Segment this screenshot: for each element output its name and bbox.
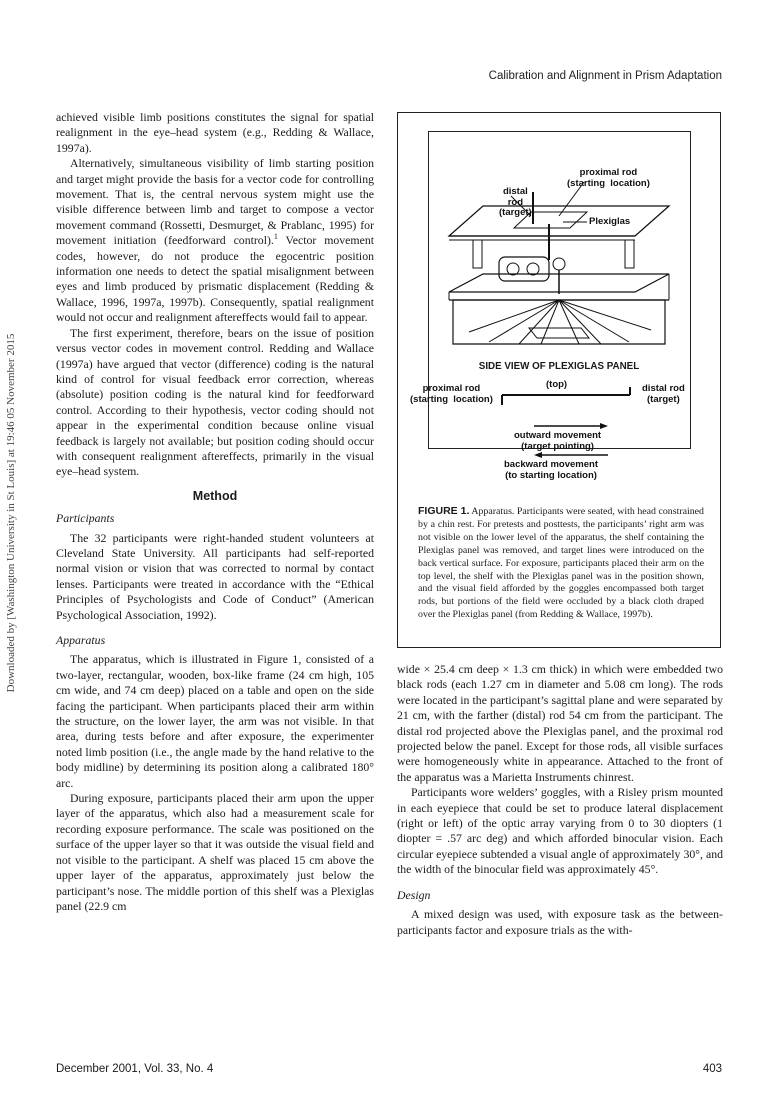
label-side-proximal: proximal rod (starting location) xyxy=(410,383,493,405)
subsection-heading-apparatus: Apparatus xyxy=(56,633,106,647)
label-proximal-rod: proximal rod (starting location) xyxy=(567,167,650,189)
label-backward-movement: backward movement (to starting location) xyxy=(504,459,598,481)
label-top: (top) xyxy=(546,379,568,390)
paragraph: The 32 participants were right-handed student volunteers at Cleveland State University. All participants had self-reported normal vision or vision that was corrected to normal by contact lenses. Participants were treated in accordance with the “Ethical Principles of Psychologists and Code of Conduct” (American Psychological Association, 1992). xyxy=(56,530,374,622)
left-column xyxy=(56,110,374,914)
label-distal-rod: distal rod (target) xyxy=(499,186,532,218)
paragraph-text: Vector movement codes, however, do not produce the egocentric position information one needs to detect the spatial misalignment between eyes and limb produced by prismatic displacement (Redding & Wallace, 1996, 1997a, 1997b). Consequently, spatial realignment would not occur and realignment aftereffects would fail to appear. xyxy=(56,233,374,325)
paragraph: Participants wore welders’ goggles, with a Risley prism mounted in each eyepiece that could be set to produce lateral displacement (right or left) of the optic array varying from 0 to 30 diopters (1 diopter = .57 arc deg) and which afforded binocular vision. Each circular eyepiece subtended a visual angle of approximately 30°, and the width of the binocular field was approximately 45°. xyxy=(397,785,723,877)
paragraph: The apparatus, which is illustrated in Figure 1, consisted of a two-layer, rectangular, wooden, box-like frame (24 cm high, 105 cm wide, and 74 cm deep) placed on a table and open on the side facing the participant. When participants placed their arm within the structure, on the lower layer, the arm was not visible. In that area, during tests before and after exposure, the experimenter noted limb position (i.e., the angle made by the hand relative to the body midline) by determining its position along a calibrated 180° arc. xyxy=(56,652,374,790)
label-side-distal: distal rod (target) xyxy=(642,383,685,405)
caption-label: FIGURE 1. xyxy=(418,505,470,517)
footnote-marker: 1 xyxy=(273,232,278,242)
subsection-heading-participants: Participants xyxy=(56,511,115,526)
running-head: Calibration and Alignment in Prism Adaptation xyxy=(488,70,722,82)
paragraph xyxy=(56,156,374,325)
paragraph: wide × 25.4 cm deep × 1.3 cm thick) in which were embedded two black rods (each 1.27 cm in diameter and 5.08 cm long). The rods were located in the participant’s sagittal plane and were separated by 21 cm, with the farther (distal) rod 54 cm from the participant. The distal rod projected above the Plexiglas panel, and the proximal rod projected below the panel. Except for those rods, all visible surfaces were homogeneously white in appearance. Attached to the front of the apparatus was a Marietta Instruments chinrest. xyxy=(397,662,723,784)
section-heading-method: Method xyxy=(192,488,238,503)
journal-footer: December 2001, Vol. 33, No. 4 xyxy=(56,1063,214,1075)
paragraph-text: Alternatively, simultaneous visibility of limb starting position and target might provide the basis for a vector code for controlling movement. That is, the central nervous system might use the visible difference between limb and target to compose a vector movement command (Rossetti, Desmurget, & Prablanc, 1995) for movement initiation (feedforward control). xyxy=(56,156,374,248)
label-plexiglas: Plexiglas xyxy=(589,216,631,227)
paragraph: A mixed design was used, with exposure task as the between-participants factor and exposure trials as the with- xyxy=(397,907,723,937)
figure-caption xyxy=(418,505,704,622)
paragraph: During exposure, participants placed their arm upon the upper layer of the apparatus, which also had a measurement scale for recording exposure performance. The scale was positioned on the surface of the upper layer so that it was outside the visual field and not visible to the participant. A shelf was placed 15 cm above the upper layer of the apparatus, approximately just below the participant’s nose. The middle portion of this shelf was a Plexiglas panel (22.9 cm xyxy=(56,791,374,913)
subsection-heading-design: Design xyxy=(397,887,431,902)
paragraph: The first experiment, therefore, bears on the issue of position versus vector codes in movement control. Redding and Wallace (1997a) have argued that vector (difference) coding is the natural kind of control for visual feedback error correction, whereas (absolute) position coding is the natural kind for feedforward control. According to their hypothesis, vector coding should not appear in the experimental condition because online visual feedback is largely not available; but position coding should occur with consequent realignment aftereffects, primarily in the visual eye–head system. xyxy=(56,325,374,479)
side-view-title: SIDE VIEW OF PLEXIGLAS PANEL xyxy=(478,361,640,372)
paragraph: achieved visible limb positions constitutes the signal for spatial realignment in the eye–head system (e.g., Redding & Wallace, 1997a). xyxy=(56,110,374,155)
page-number: 403 xyxy=(702,1063,722,1075)
download-watermark: Downloaded by [Washington University in St Louis] at 19:46 05 November 2015 xyxy=(5,333,17,693)
right-column xyxy=(397,662,723,938)
label-outward-movement: outward movement (target pointing) xyxy=(514,430,602,452)
caption-text: Apparatus. Participants were seated, with head constrained by a chin rest. For pretests and posttests, the participants’ right arm was not visible on the lower level of the apparatus, the shelf containing the Plexiglas panel was removed, and target lines were introduced on the back vertical surface. For exposure, participants placed their arm on the top level, the shelf with the Plexiglas panel was in the position shown, and the visual field afforded by the goggles encompassed both target rods, but portions of the field were occluded by a black cloth draped over the Plexiglas panel (from Redding & Wallace, 1997b). xyxy=(418,506,704,621)
figure-1 xyxy=(397,112,721,648)
